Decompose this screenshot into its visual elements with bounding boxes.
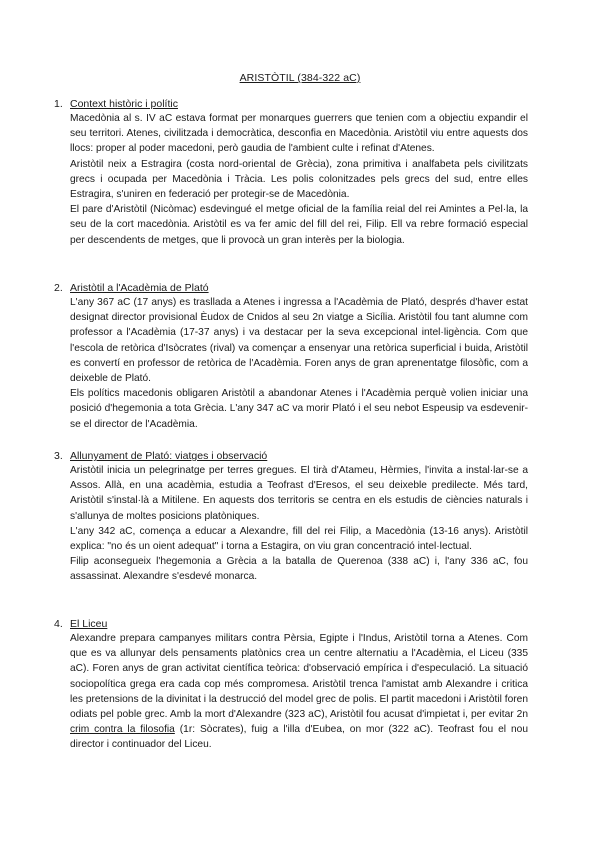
section-heading [54,97,528,111]
paragraph: El pare d'Aristòtil (Nicòmac) esdevingué el metge oficial de la família reial del rei Amintes a Pel·la, la seu de la cort macedònia. Aristòtil es va fer amic del fill del rei, Filip. Ell va rebre formació especial per descendents de metges, que li provocà un gran interès per la biologia. [70,204,528,246]
paragraph: Aristòtil inicia un pelegrinatge per terres gregues. El tirà d'Atameu, Hèrmies, l'invita a instal·lar-se a Assos. Allà, en una acadèmia, estudia a Teofrast d'Eresos, el seu deixeble predilecte. Més tard, Aristòtil s'instal·là a Mitilene. En aquests dos territoris se centra en els estudis de ciències naturals i s'allunya de moltes posicions platòniques. [70,465,528,522]
section-title: El Liceu [70,618,108,630]
section-title: Aristòtil a l'Acadèmia de Plató [70,282,209,294]
paragraph-text: Alexandre prepara campanyes militars contra Pèrsia, Egipte i l'Indus, Aristòtil torna a Atenes. Com que es va allunyar dels pensaments platònics crea un centre alternatiu a l'Acadèmia, el Liceu (335 aC). Foren anys de gran activitat científica teòrica: d'observació empírica i d'especulació. La situació sociopolítica grega era cada cop més compromesa. Aristòtil trenca l'amistat amb Alexandre i critica les pretensions de la divinitat i la destrucció del model grec de polis. El partit macedoni i Aristòtil foren odiats pel poble grec. Amb la mort d'Alexandre (323 aC), Aristòtil fou acusat d'impietat i, per evitar 2n [70,633,528,721]
paragraph: Aristòtil neix a Estragira (costa nord-oriental de Grècia), zona primitiva i analfabeta pels civilitzats grecs i ocupada per Macedònia i Tràcia. Les polis colonitzades pels grecs del sud, entre elles Estragira, s'uniren en federació per protegir-se de Macedònia. [70,158,528,201]
section-context [54,97,528,248]
section-title: Allunyament de Plató: viatges i observació [70,450,268,462]
paragraph: Filip aconsegueix l'hegemonia a Grècia a la batalla de Querenoa (338 aC) i, l'any 336 aC, fou assassinat. Alexandre s'esdevé monarca. [70,556,528,583]
paragraph: Els polítics macedonis obligaren Aristòtil a abandonar Atenes i l'Acadèmia perquè volien iniciar una posició d'hegemonia a tota Grècia. L'any 347 aC va morir Plató i el seu nebot Espeusip va esdevenir-se el director de l'Acadèmia. [70,388,528,430]
section-liceu [54,617,529,753]
section-viatges [54,449,528,585]
section-title: Context històric i polític [70,98,178,110]
section-heading [54,281,528,295]
section-heading [54,617,528,631]
section-academia [54,281,528,432]
section-heading [54,449,528,463]
section-number: 4. [54,618,63,630]
paragraph: L'any 367 aC (17 anys) es trasllada a Atenes i ingressa a l'Acadèmia de Plató, després d'haver estat designat director provisional Èudox de Cnidos al seu 2n viatge a Sicília. Aristòtil fou tant alumne com professor a l'Acadèmia (17-37 anys) i va destacar per la seva excepcional intel·ligència. Com que l'escola de retòrica d'Isòcrates (rival) va començar a ensenyar una retòrica superficial i buida, Aristòtil es convertí en professor de retòrica de l'Acadèmia. Foren anys de gran aprenentatge filosòfic, com a deixeble de Plató. [70,297,528,385]
paragraph-text: (1r: Sòcrates), fuig a l'illa d'Eubea, on mor (322 aC). Teofrast fou el nou director i continuador del Liceu. [70,724,529,751]
section-number: 1. [54,98,63,110]
section-number: 3. [54,450,63,462]
paragraph [70,631,528,753]
section-number: 2. [54,282,63,294]
paragraph: L'any 342 aC, comença a educar a Alexandre, fill del rei Filip, a Macedònia (13-16 anys). Aristòtil explica: "no és un oient adequat" i torna a Estagira, on viu gran concentració intel·lectual. [70,525,528,553]
document-title: ARISTÒTIL (384-322 aC) [239,72,361,84]
underlined-phrase: crim contra la filosofia [70,724,175,736]
paragraph: Macedònia al s. IV aC estava format per monarques guerrers que tenien com a objectiu expandir el seu territori. Atenes, civilitzada i democràtica, desconfia en Macedònia. Aristòtil viu entre aquests dos llocs: proper al poder macedoni, però gaudia de l'ambient culte i refinat d'Atenes. [70,113,528,155]
